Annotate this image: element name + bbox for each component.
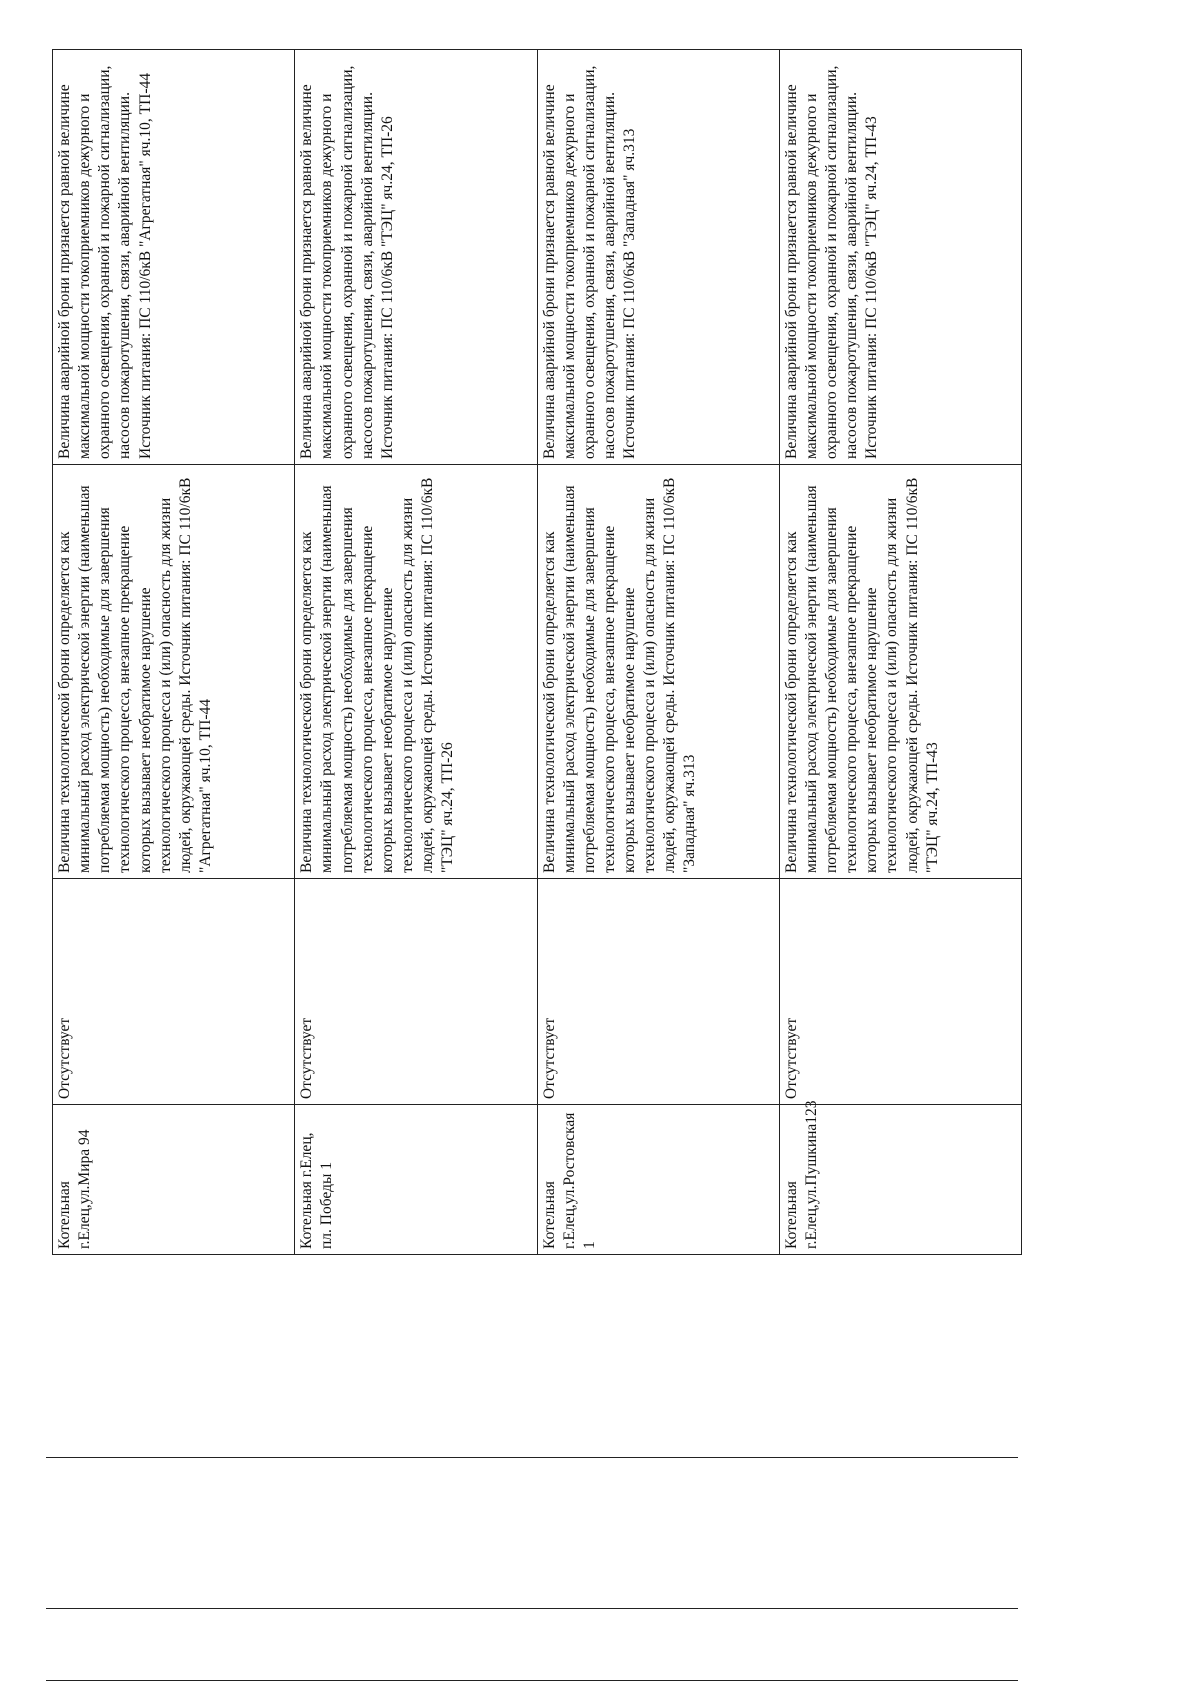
table-row	[537, 50, 779, 1255]
tech-reserve-cell: Величина технологической брони определяется как минимальный расход электрической энергии (наименьшая потребляемая мощность) необходимые для завершения технологического процесса, внезапное прекращение которых вызывает необратимое нарушение технологического процесса и (или) опасность для жизни людей, окружающей среды. Источник питания: ПС 110/6кВ "Западная" яч.313	[537, 465, 779, 879]
tech-reserve-cell: Величина технологической брони определяется как минимальный расход электрической энергии (наименьшая потребляемая мощность) необходимые для завершения технологического процесса, внезапное прекращение которых вызывает необратимое нарушение технологического процесса и (или) опасность для жизни людей, окружающей среды. Источник питания: ПС 110/6кВ "ТЭЦ" яч.24, ТП-26	[295, 465, 537, 879]
boiler-name-cell: Котельная г.Елец,ул.Ростовская 1	[537, 1105, 779, 1255]
signature-line	[46, 1457, 1018, 1458]
emergency-reserve-cell: Величина аварийной брони признается равной величине максимальной мощности токоприемников дежурного и охранного освещения, охранной и пожарной сигнализации, насосов пожаротушения, связи, аварийной вентиляции. Источник питания: ПС 110/6кВ "Западная" яч.313	[537, 50, 779, 465]
boiler-name-cell: Котельная г.Елец,ул.Пушкина123	[779, 1105, 1021, 1255]
status-cell: Отсутствует	[295, 879, 537, 1105]
emergency-reserve-cell: Величина аварийной брони признается равной величине максимальной мощности токоприемников дежурного и охранного освещения, охранной и пожарной сигнализации, насосов пожаротушения, связи, аварийной вентиляции. Источник питания: ПС 110/6кВ "Агрегатная" яч.10, ТП-44	[53, 50, 295, 465]
status-cell: Отсутствует	[779, 879, 1021, 1105]
table-row	[53, 50, 295, 1255]
rotated-table-page	[52, 50, 1022, 1255]
status-cell: Отсутствует	[53, 879, 295, 1105]
power-reserve-table	[52, 49, 1022, 1255]
status-cell: Отсутствует	[537, 879, 779, 1105]
emergency-reserve-cell: Величина аварийной брони признается равной величине максимальной мощности токоприемников дежурного и охранного освещения, охранной и пожарной сигнализации, насосов пожаротушения, связи, аварийной вентиляции. Источник питания: ПС 110/6кВ "ТЭЦ" яч.24, ТП-43	[779, 50, 1021, 465]
boiler-name-cell: Котельная г.Елец,ул.Мира 94	[53, 1105, 295, 1255]
tech-reserve-cell: Величина технологической брони определяется как минимальный расход электрической энергии (наименьшая потребляемая мощность) необходимые для завершения технологического процесса, внезапное прекращение которых вызывает необратимое нарушение технологического процесса и (или) опасность для жизни людей, окружающей среды. Источник питания: ПС 110/6кВ "ТЭЦ" яч.24, ТП-43	[779, 465, 1021, 879]
tech-reserve-cell: Величина технологической брони определяется как минимальный расход электрической энергии (наименьшая потребляемая мощность) необходимые для завершения технологического процесса, внезапное прекращение которых вызывает необратимое нарушение технологического процесса и (или) опасность для жизни людей, окружающей среды. Источник питания: ПС 110/6кВ "Агрегатная" яч.10, ТП-44	[53, 465, 295, 879]
table-row	[779, 50, 1021, 1255]
signature-line	[46, 1680, 1018, 1681]
table-row	[295, 50, 537, 1255]
emergency-reserve-cell: Величина аварийной брони признается равной величине максимальной мощности токоприемников дежурного и охранного освещения, охранной и пожарной сигнализации, насосов пожаротушения, связи, аварийной вентиляции. Источник питания: ПС 110/6кВ "ТЭЦ" яч.24, ТП-26	[295, 50, 537, 465]
signature-line	[46, 1608, 1018, 1609]
boiler-name-cell: Котельная г.Елец, пл. Победы 1	[295, 1105, 537, 1255]
